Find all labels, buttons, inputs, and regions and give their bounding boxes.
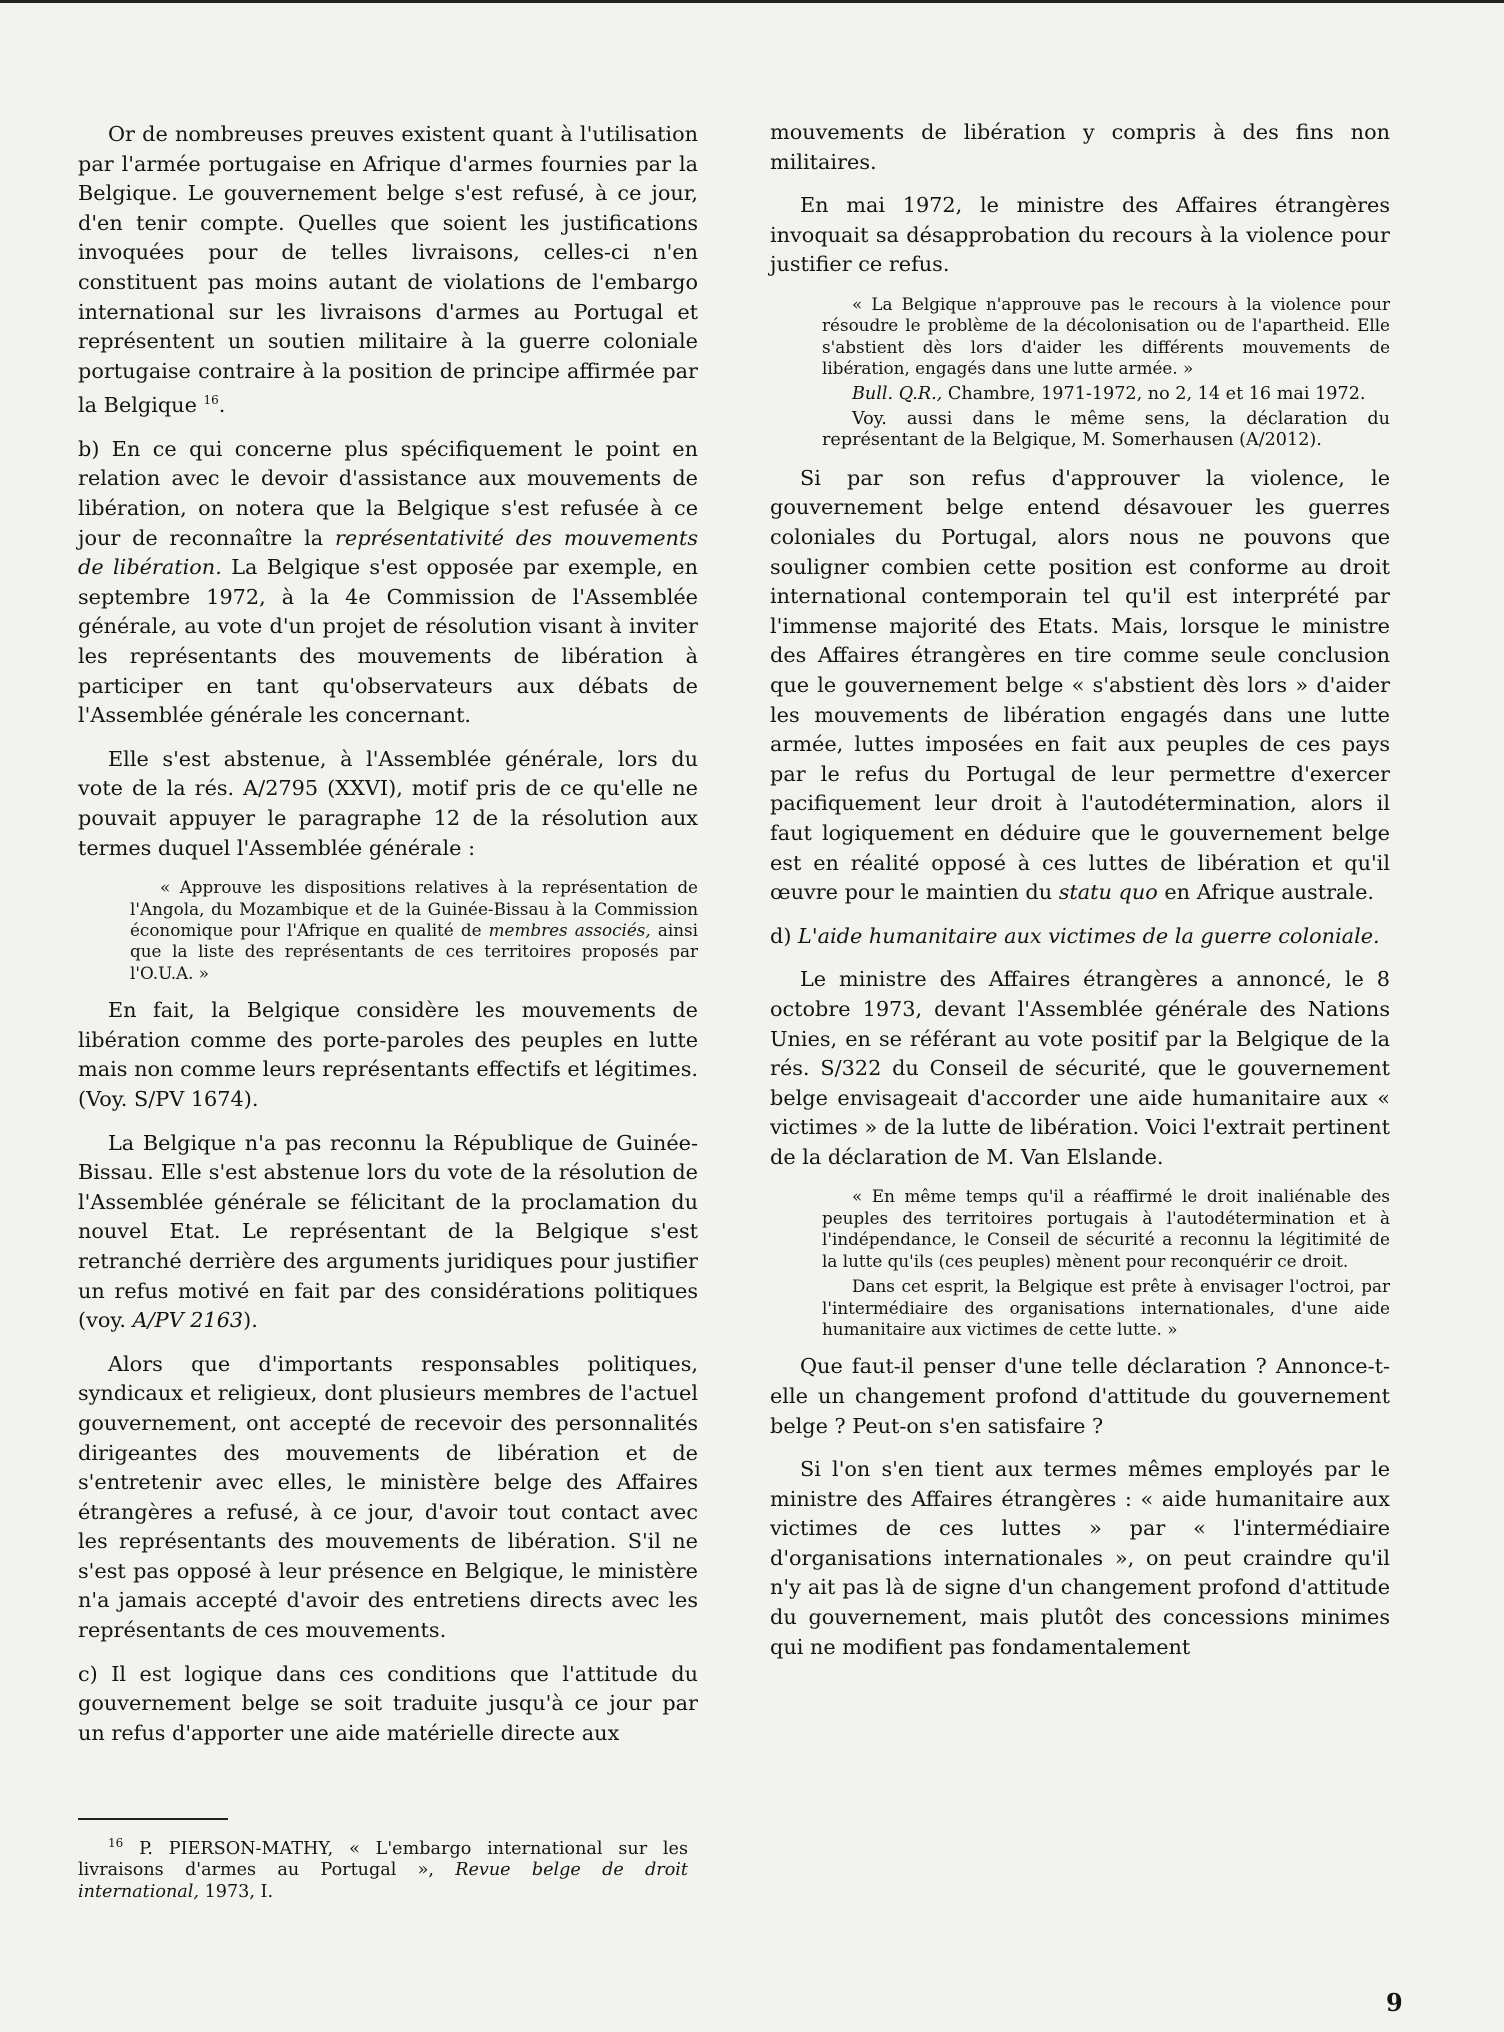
right-column xyxy=(770,118,1390,1676)
section-heading-d: d) L'aide humanitaire aux victimes de la guerre coloniale. xyxy=(770,923,1380,948)
citation-somerhausen: Voy. aussi dans le même sens, la déclaration du représentant de la Belgique, M. Somerhausen (A/2012). xyxy=(822,409,1390,451)
block-quote-resolution: « Approuve les dispositions relatives à la représentation de l'Angola, du Mozambique et de la Guinée-Bissau à la Commission économique pour l'Afrique en qualité de membres associés, ainsi que la liste des représentants de ces territoires proposés par l'O.U.A. » xyxy=(130,877,699,983)
paragraph-c-material-aid: c) Il est logique dans ces conditions que l'attitude du gouvernement belge se soit traduite jusqu'à ce jour par un refus d'apporter une aide matérielle directe aux xyxy=(78,1661,698,1745)
paragraph-guinea-bissau: La Belgique n'a pas reconnu la République de Guinée-Bissau. Elle s'est abstenue lors du vote de la résolution de l'Assemblée générale se félicitant de la proclamation du nouvel Etat. Le représentant de la Belgique s'est retranché derrière des arguments juridiques pour justifier un refus motivé en fait par des considérations politiques (voy. A/PV 2163). xyxy=(78,1130,698,1333)
citation-bulletin: Bull. Q.R., Chambre, 1971-1972, no 2, 14 et 16 mai 1972. xyxy=(852,383,1366,404)
page-number: 9 xyxy=(1386,1988,1403,2017)
left-column xyxy=(78,120,698,1762)
paragraph-humanitarian-announcement: Le ministre des Affaires étrangères a annoncé, le 8 octobre 1973, devant l'Assemblée générale des Nations Unies, en se référant au vote positif par la Belgique de la rés. S/322 du Conseil de sécurité, que le gouvernement belge envisageait d'accorder une aide humanitaire aux « victimes » de la lutte de libération. Voici l'extrait pertinent de la déclaration de M. Van Elslande. xyxy=(770,967,1390,1169)
footnote-rule xyxy=(78,1818,228,1820)
footnote-number: 16 xyxy=(108,1836,124,1850)
paragraph-arms-evidence: Or de nombreuses preuves existent quant à l'utilisation par l'armée portugaise en Afrique d'armes fournies par la Belgique. Le gouvernement belge s'est refusé, à ce jour, d'en tenir compte. Quelles que soient les justifications invoquées pour de telles livraisons, celles-ci n'en constituent pas moins autant de violations de l'embargo international sur les livraisons d'armes au Portugal et représentent un soutien militaire à la guerre coloniale portugaise contraire à la position de principe affirmée par la Belgique $^{16}$. xyxy=(78,122,698,418)
paragraph-concessions: Si l'on s'en tient aux termes mêmes employés par le ministre des Affaires étrangères : « aide humanitaire aux victimes de ces luttes » par « l'intermédiaire d'organisations internationales », on peut craindre qu'il n'y ait pas là de signe d'un changement profond d'attitude du gouvernement, mais plutôt des concessions minimes qui ne modifient pas fondamentalement xyxy=(770,1457,1390,1659)
paragraph-ministry-contacts: Alors que d'importants responsables politiques, syndicaux et religieux, dont plusieurs membres de l'actuel gouvernement, ont accepté de recevoir des personnalités dirigeantes des mouvements de libération et de s'entretenir avec elles, le ministère belge des Affaires étrangères a refusé, à ce jour, d'avoir tout contact avec les représentants des mouvements de libération. S'il ne s'est pas opposé à leur présence en Belgique, le ministère n'a jamais accepté d'avoir des entretiens directs avec les représentants de ces mouvements. xyxy=(78,1351,698,1643)
footnote-16: $^{16}$ P. PIERSON-MATHY, « L'embargo international sur les livraisons d'armes au Portugal », Revue belge de droit international, 1973, I. xyxy=(78,1836,689,1902)
paragraph-b-representativity: b) En ce qui concerne plus spécifiquement le point en relation avec le devoir d'assistance aux mouvements de libération, on notera que la Belgique s'est refusée à ce jour de reconnaître la représentativité des mouvements de libération. La Belgique s'est opposée par exemple, en septembre 1972, à la 4e Commission de l'Assemblée générale, au vote d'un projet de résolution visant à inviter les représentants des mouvements de libération à participer en tant qu'observateurs aux débats de l'Assemblée générale les concernant. xyxy=(78,436,698,728)
footnote-reference: 16 xyxy=(203,393,219,408)
paragraph-continuation: mouvements de libération y compris à des fins non militaires. xyxy=(770,120,1390,174)
paragraph-may-1972: En mai 1972, le ministre des Affaires étrangères invoquait sa désapprobation du recours à la violence pour justifier ce refus. xyxy=(770,193,1390,277)
top-border-line xyxy=(0,0,1504,3)
paragraph-spokespersons: En fait, la Belgique considère les mouvements de libération comme des porte-paroles des peuples en lutte mais non comme leurs représentants effectifs et légitimes. (Voy. S/PV 1674). xyxy=(78,998,698,1111)
paragraph-abstention: Elle s'est abstenue, à l'Assemblée générale, lors du vote de la rés. A/2795 (XXVI), motif pris de ce qu'elle ne pouvait appuyer le paragraphe 12 de la résolution aux termes duquel l'Assemblée générale : xyxy=(78,746,698,860)
paragraph-questions: Que faut-il penser d'une telle déclaration ? Annonce-t-elle un changement profond d'attitude du gouvernement belge ? Peut-on s'en satisfaire ? xyxy=(770,1354,1390,1438)
paragraph-violence-argument: Si par son refus d'approuver la violence, le gouvernement belge entend désavouer les guerres coloniales du Portugal, alors nous ne pouvons que souligner combien cette position est conforme au droit international contemporain tel qu'il est interprété par l'immense majorité des Etats. Mais, lorsque le ministre des Affaires étrangères en tire comme seule conclusion que le gouvernement belge « s'abstient dès lors » d'aider les mouvements de libération engagés dans une lutte armée, luttes imposées en fait aux peuples de ces pays par le refus du Portugal de leur permettre d'exercer pacifiquement leur droit à l'autodétermination, alors il faut logiquement en déduire que le gouvernement belge est en réalité opposé à ces luttes de libération et qu'il œuvre pour le maintien du statu quo en Afrique australe. xyxy=(770,465,1390,905)
block-quote-van-elslande: « En même temps qu'il a réaffirmé le droit inaliénable des peuples des territoires portugais à l'autodétermination et à l'indépendance, le Conseil de sécurité a reconnu la légitimité de la lutte qu'ils (ces peuples) mènent pour reconquérir ce droit. Dans cet esprit, la Belgique est prête à envisager l'octroi, par l'intermédiaire des organisations internationales, d'une aide humanitaire aux victimes de cette lutte. » xyxy=(822,1186,1390,1339)
block-quote-minister: « La Belgique n'approuve pas le recours à la violence pour résoudre le problème de la décolonisation ou de l'apartheid. Elle s'abstient dès lors d'aider les différents mouvements de libération, engagés dans une lutte armée. » Bull. Q.R., Chambre, 1971-1972, no 2, 14 et 16 mai 1972. Voy. aussi dans le même sens, la déclaration du représentant de la Belgique, M. Somerhausen (A/2012). xyxy=(822,293,1390,451)
